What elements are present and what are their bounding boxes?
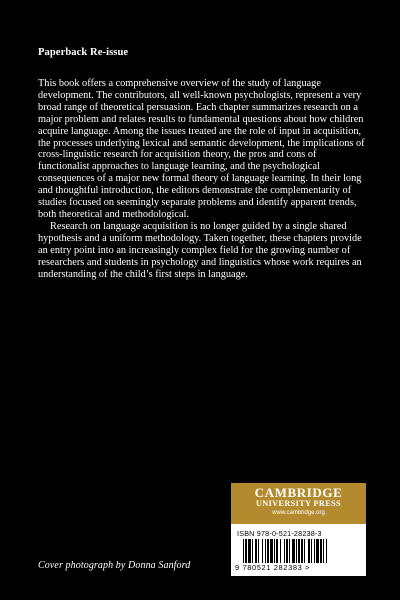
blurb (38, 78, 368, 280)
reissue-heading: Paperback Re-issue (38, 47, 129, 58)
publisher-subname: UNIVERSITY PRESS (255, 499, 342, 508)
publisher-name: CAMBRIDGE (254, 485, 343, 500)
barcode-digits: 9 780521 282383 > (235, 563, 311, 572)
cover-photo-credit: Cover photograph by Donna Sanford (38, 560, 191, 571)
publisher-url: www.cambridge.org (272, 510, 325, 516)
publisher-block (231, 483, 366, 576)
barcode-icon (243, 539, 361, 563)
publisher-logo-band (231, 483, 366, 524)
blurb-paragraph-2: Research on language acquisition is no longer guided by a single shared hypothesis and a uniform methodology. Taken together, these chapters provide an entry point into an increasingly complex field for the growing number of researchers and students in psychology and linguistics whose work requires an understanding of the child’s first steps in language. (38, 220, 362, 280)
blurb-paragraph-1: This book offers a comprehensive overview of the study of language development. The contributors, all well-known psychologists, represent a very broad range of theoretical persuasion. Each chapter summarizes research on a major problem and relates results to fundamental questions about how children acquire language. Among the issues treated are the role of input in acquisition, the processes underlying lexical and semantic development, the implications of cross-linguistic research for acquisition theory, the pros and cons of functionalist approaches to language learning, and the psychological consequences of a major new formal theory of language learning. In their long and thoughtful introduction, the editors demonstrate the complementarity of studies focused on seemingly separate problems and identify apparent trends, both theoretical and methodological. (38, 78, 365, 220)
isbn-label: ISBN 978-0-521-28238-3 (237, 529, 322, 538)
